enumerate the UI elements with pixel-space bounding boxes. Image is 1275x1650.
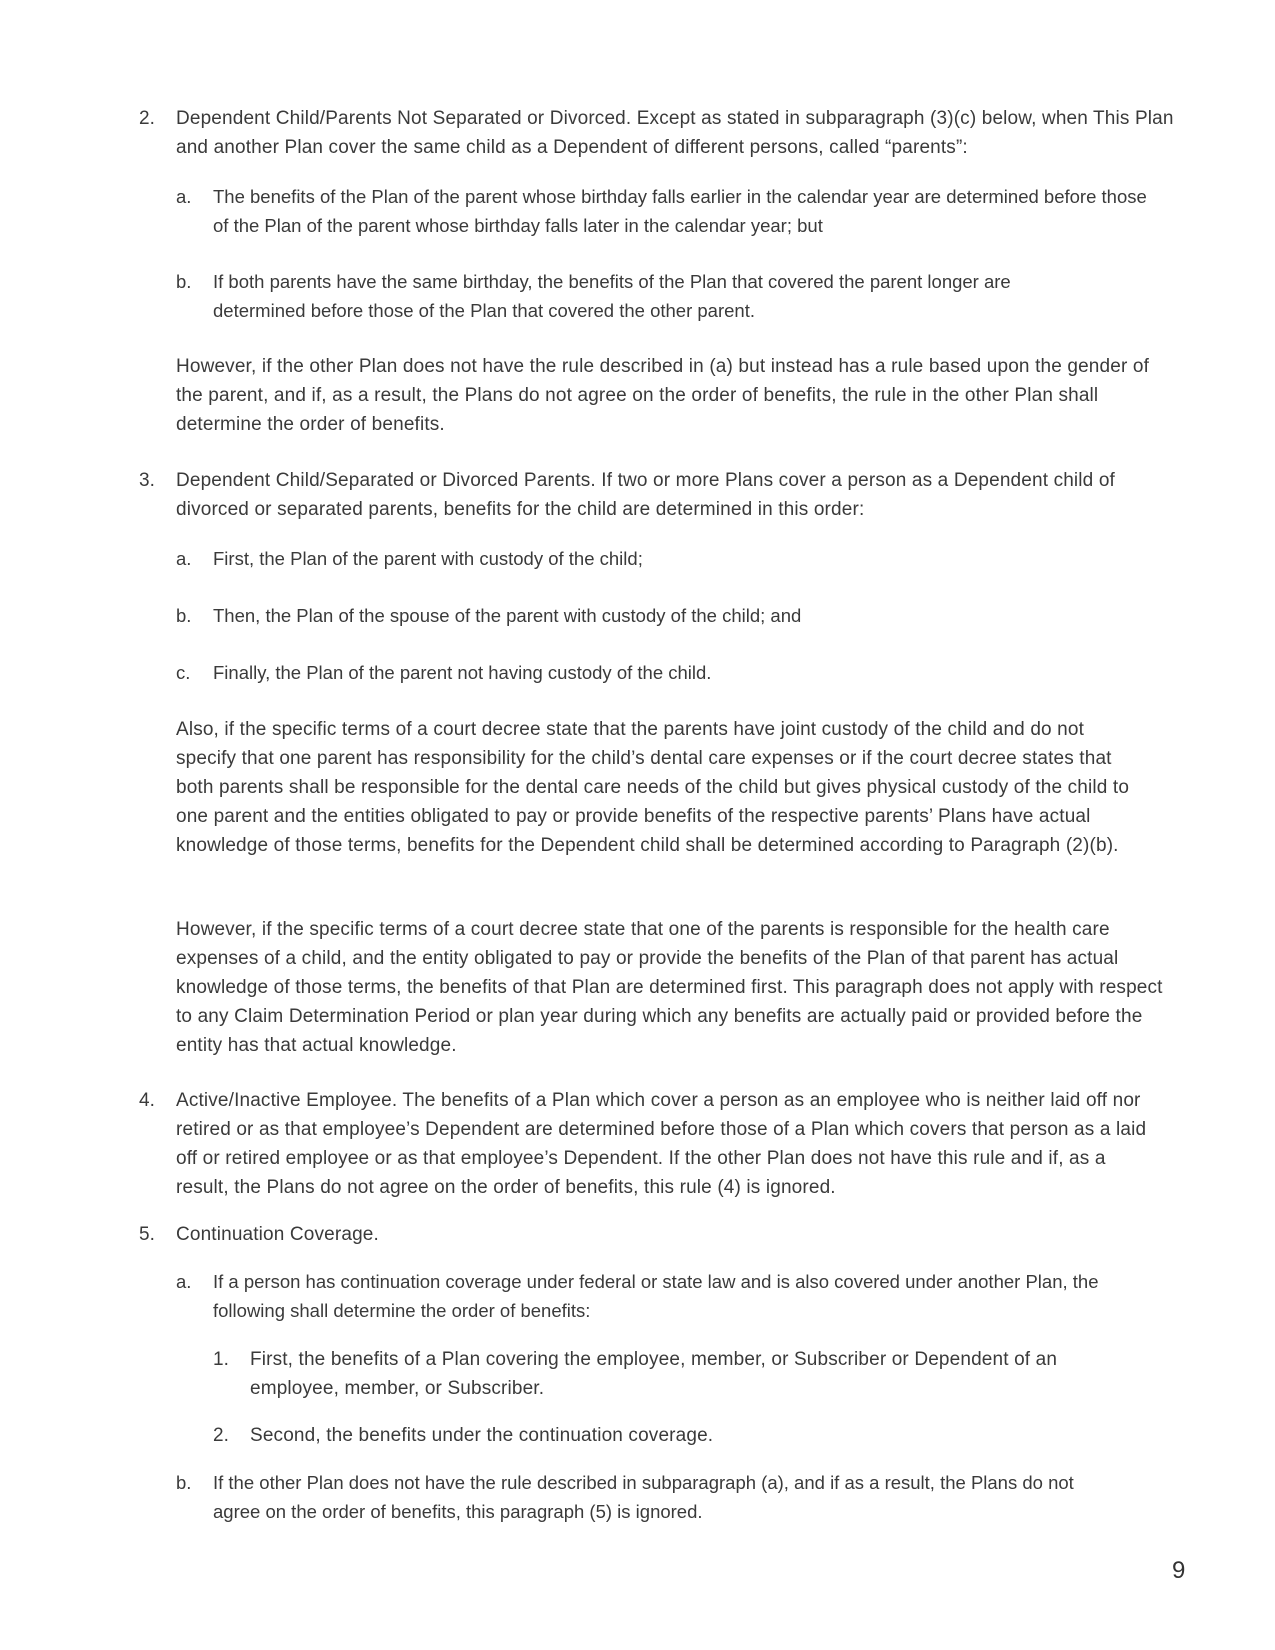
paragraph: Dependent Child/Separated or Divorced Parents. If two or more Plans cover a person as a Dependent child of divorced or separated parents, benefits for the child are determined in this order: <box>176 470 1115 520</box>
list-marker: b. <box>176 271 192 292</box>
list-marker: 1. <box>213 1349 229 1370</box>
paragraph: However, if the other Plan does not have the rule described in (a) but instead has a rule based upon the gender of the parent, and if, as a result, the Plans do not agree on the order of benefits, the rule in the other Plan shall determine the order of benefits. <box>176 356 1149 435</box>
paragraph: If a person has continuation coverage under federal or state law and is also covered under another Plan, the following shall determine the order of benefits: <box>213 1271 1099 1321</box>
list-marker: a. <box>176 186 192 207</box>
paragraph: Also, if the specific terms of a court decree state that the parents have joint custody of the child and do not specify that one parent has responsibility for the child’s dental care expenses or if the court decree states that both parents shall be responsible for the dental care needs of the child but gives physical custody of the child to one parent and the entities obligated to pay or provide benefits of the respective parents’ Plans have actual knowledge of those terms, benefits for the Dependent child shall be determined according to Paragraph (2)(b). <box>176 719 1130 856</box>
paragraph: Continuation Coverage. <box>176 1224 379 1245</box>
paragraph: First, the benefits of a Plan covering the employee, member, or Subscriber or Dependent of an employee, member, or Subscriber. <box>250 1349 1058 1399</box>
paragraph: The benefits of the Plan of the parent whose birthday falls earlier in the calendar year are determined before those of the Plan of the parent whose birthday falls later in the calendar year; but <box>213 186 1147 236</box>
list-marker: a. <box>176 548 192 569</box>
paragraph: Second, the benefits under the continuation coverage. <box>250 1425 714 1446</box>
list-marker: 2. <box>213 1425 229 1446</box>
list-marker: 3. <box>139 470 155 491</box>
paragraph: Active/Inactive Employee. The benefits of a Plan which cover a person as an employee who is neither laid off nor retired or as that employee’s Dependent are determined before those of a Plan which covers that person as a laid off or retired employee or as that employee’s Dependent. If the other Plan does not have this rule and if, as a result, the Plans do not agree on the order of benefits, this rule (4) is ignored. <box>176 1090 1147 1198</box>
paragraph: However, if the specific terms of a court decree state that one of the parents is responsible for the health care expenses of a child, and the entity obligated to pay or provide the benefits of the Plan of that parent has actual knowledge of those terms, the benefits of that Plan are determined first. This paragraph does not apply with respect to any Claim Determination Period or plan year during which any benefits are actually paid or provided before the entity has that actual knowledge. <box>176 919 1163 1056</box>
list-marker: 5. <box>139 1224 155 1245</box>
paragraph: Then, the Plan of the spouse of the parent with custody of the child; and <box>213 605 802 626</box>
paragraph: First, the Plan of the parent with custody of the child; <box>213 548 643 569</box>
paragraph: If both parents have the same birthday, the benefits of the Plan that covered the parent longer are determined before those of the Plan that covered the other parent. <box>213 271 1011 321</box>
paragraph: Finally, the Plan of the parent not having custody of the child. <box>213 662 712 683</box>
list-marker: c. <box>176 662 191 683</box>
list-marker: 2. <box>139 108 155 129</box>
list-marker: 4. <box>139 1090 155 1111</box>
paragraph: Dependent Child/Parents Not Separated or Divorced. Except as stated in subparagraph (3)(c) below, when This Plan and another Plan cover the same child as a Dependent of different persons, called “parents”: <box>176 108 1174 158</box>
page-number: 9 <box>1172 1557 1186 1584</box>
list-marker: b. <box>176 605 192 626</box>
list-marker: a. <box>176 1271 192 1292</box>
paragraph: If the other Plan does not have the rule described in subparagraph (a), and if as a result, the Plans do not agree on the order of benefits, this paragraph (5) is ignored. <box>213 1472 1074 1522</box>
list-marker: b. <box>176 1472 192 1493</box>
